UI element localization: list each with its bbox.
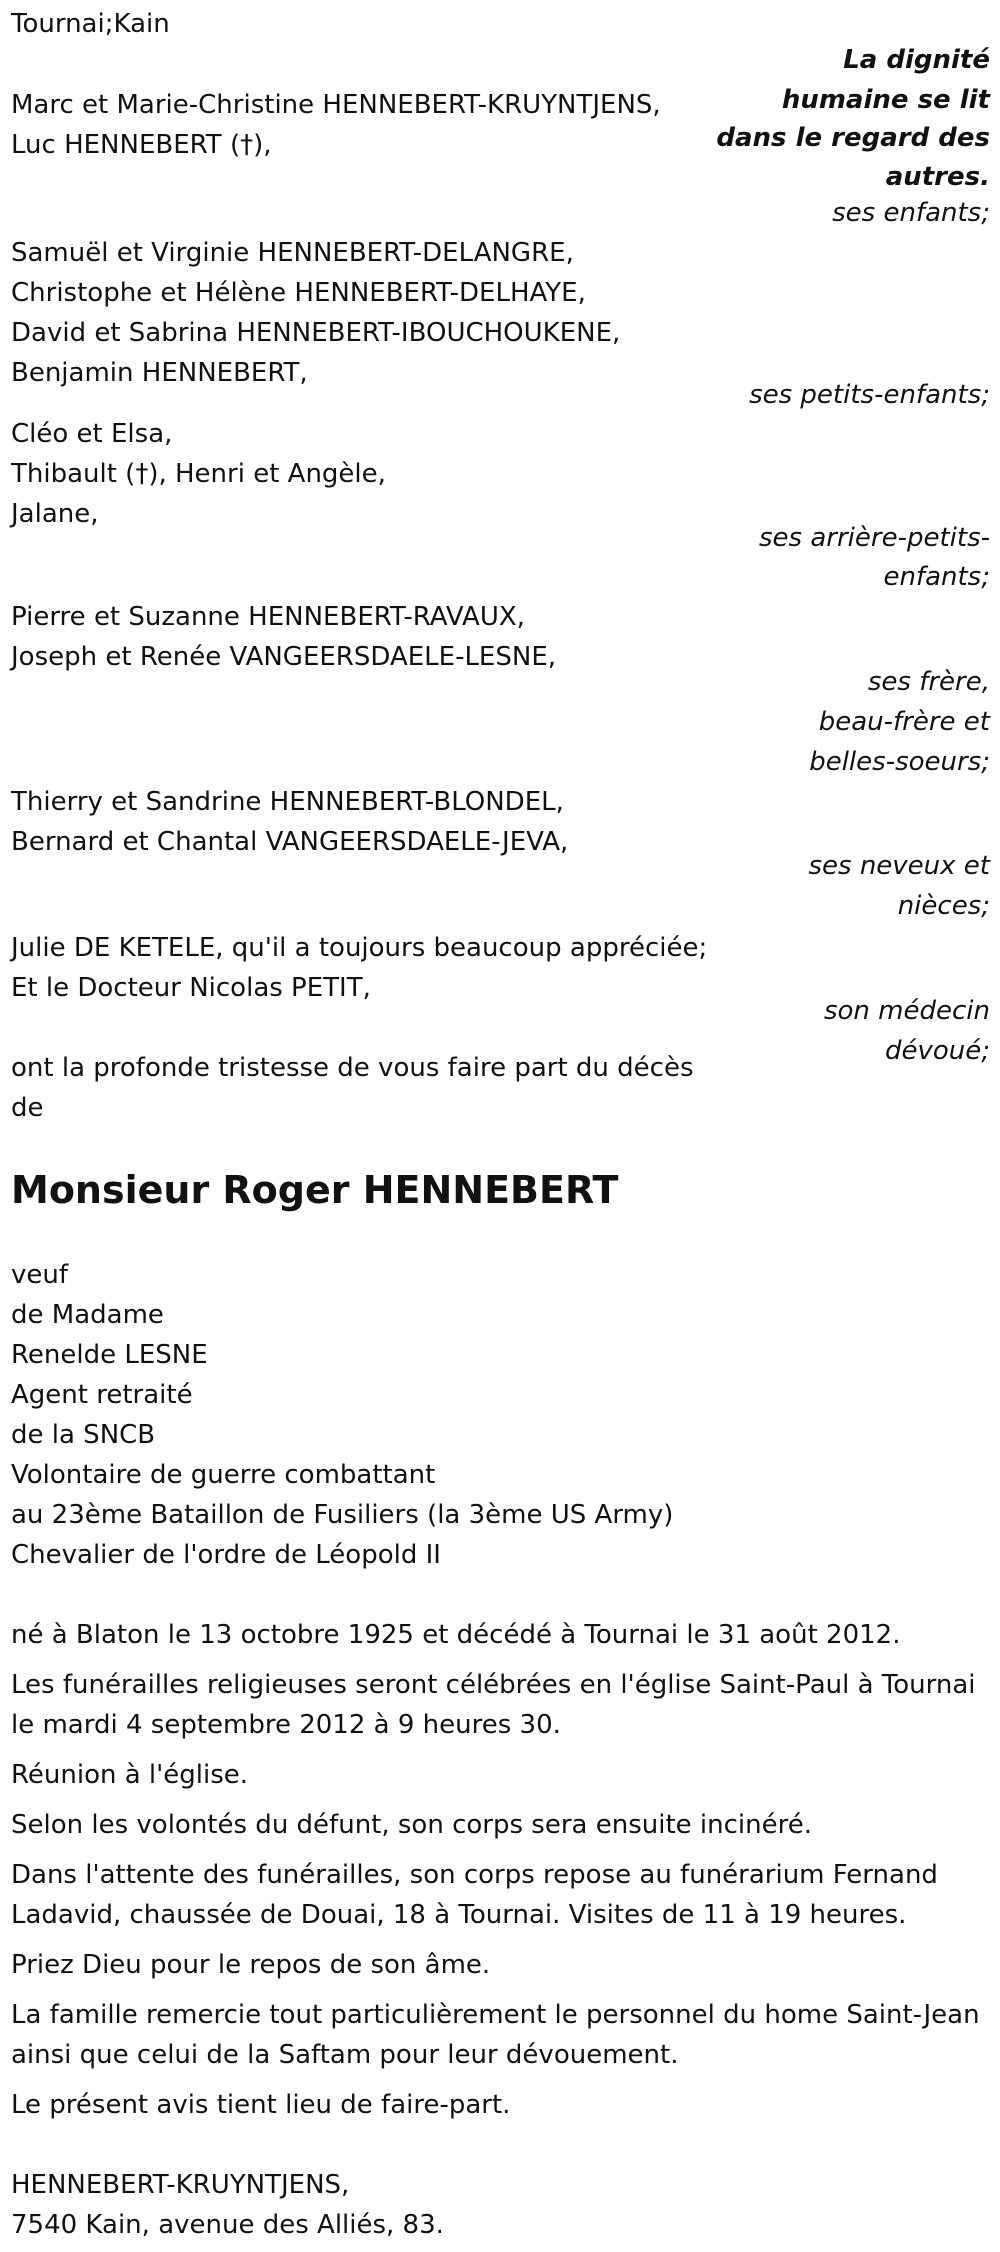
paragraph-thanks: La famille remercie tout particulièrement le personnel du home Saint-Jean ainsi que celui de la Saftam pour leur dévouement. — [11, 2000, 980, 2070]
grandchildren-line-1: Samuël et Virginie HENNEBERT-DELANGRE, — [11, 238, 574, 268]
detail-line-5: de la SNCB — [11, 1420, 156, 1450]
nephews-line-1: Thierry et Sandrine HENNEBERT-BLONDEL, — [11, 787, 564, 817]
siblings-role-line-1: ses frère, — [867, 667, 990, 697]
others-line-2: Et le Docteur Nicolas PETIT, — [11, 973, 371, 1003]
others-line-1: Julie DE KETELE, qu'il a toujours beaucoup appréciée; — [11, 933, 708, 963]
great-grandchildren-line-3: Jalane, — [11, 499, 99, 529]
paragraph-funerarium: Dans l'attente des funérailles, son corps repose au funérarium Fernand Ladavid, chaussée de Douai, 18 à Tournai. Visites de 11 à 19 heures. — [11, 1860, 938, 1930]
detail-line-2: de Madame — [11, 1300, 164, 1330]
quote-line-1: La dignité — [843, 45, 990, 75]
detail-line-4: Agent retraité — [11, 1380, 193, 1410]
siblings-line-2: Joseph et Renée VANGEERSDAELE-LESNE, — [11, 642, 557, 672]
quote-line-2: humaine se lit — [781, 85, 990, 115]
location: Tournai;Kain — [11, 9, 170, 39]
address-line-2: 7540 Kain, avenue des Alliés, 83. — [11, 2210, 444, 2240]
detail-line-6: Volontaire de guerre combattant — [11, 1460, 436, 1490]
great-grandchildren-line-1: Cléo et Elsa, — [11, 419, 173, 449]
great-grandchildren-role-line-2: enfants; — [883, 562, 990, 592]
nephews-line-2: Bernard et Chantal VANGEERSDAELE-JEVA, — [11, 827, 569, 857]
paragraph-prayer: Priez Dieu pour le repos de son âme. — [11, 1950, 491, 1980]
deceased-name: Monsieur Roger HENNEBERT — [11, 1168, 619, 1212]
grandchildren-line-3: David et Sabrina HENNEBERT-IBOUCHOUKENE, — [11, 318, 621, 348]
detail-line-3: Renelde LESNE — [11, 1340, 208, 1370]
detail-line-1: veuf — [11, 1260, 69, 1290]
great-grandchildren-role-line-1: ses arrière-petits- — [759, 523, 990, 553]
great-grandchildren-line-2: Thibault (†), Henri et Angèle, — [11, 459, 386, 489]
announcement-line-1: ont la profonde tristesse de vous faire part du décès — [11, 1053, 694, 1083]
announcement-line-2: de — [11, 1093, 44, 1123]
children-line-1: Marc et Marie-Christine HENNEBERT-KRUYNTJENS, — [11, 90, 661, 120]
quote-line-3: dans le regard des — [716, 123, 990, 153]
detail-line-8: Chevalier de l'ordre de Léopold II — [11, 1540, 441, 1570]
children-role: ses enfants; — [832, 198, 990, 228]
children-line-2: Luc HENNEBERT (†), — [11, 130, 272, 160]
grandchildren-role: ses petits-enfants; — [749, 380, 990, 410]
address-line-1: HENNEBERT-KRUYNTJENS, — [11, 2170, 350, 2200]
nephews-role-line-1: ses neveux et — [808, 851, 990, 881]
siblings-line-1: Pierre et Suzanne HENNEBERT-RAVAUX, — [11, 602, 525, 632]
paragraph-funeral: Les funérailles religieuses seront célébrées en l'église Saint-Paul à Tournai le mardi 4 septembre 2012 à 9 heures 30. — [11, 1670, 976, 1740]
detail-line-7: au 23ème Bataillon de Fusiliers (la 3ème US Army) — [11, 1500, 674, 1530]
nephews-role-line-2: nièces; — [897, 891, 990, 921]
siblings-role-line-2: beau-frère et — [818, 707, 990, 737]
grandchildren-line-2: Christophe et Hélène HENNEBERT-DELHAYE, — [11, 278, 586, 308]
paragraph-meeting: Réunion à l'église. — [11, 1760, 249, 1790]
doctor-role-line-2: dévoué; — [884, 1036, 990, 1066]
paragraph-birth-death: né à Blaton le 13 octobre 1925 et décédé à Tournai le 31 août 2012. — [11, 1620, 901, 1650]
doctor-role-line-1: son médecin — [823, 996, 990, 1026]
quote-line-4: autres. — [885, 162, 990, 192]
paragraph-notice: Le présent avis tient lieu de faire-part. — [11, 2090, 511, 2120]
grandchildren-line-4: Benjamin HENNEBERT, — [11, 358, 308, 388]
paragraph-cremation: Selon les volontés du défunt, son corps sera ensuite incinéré. — [11, 1810, 812, 1840]
siblings-role-line-3: belles-soeurs; — [809, 747, 990, 777]
